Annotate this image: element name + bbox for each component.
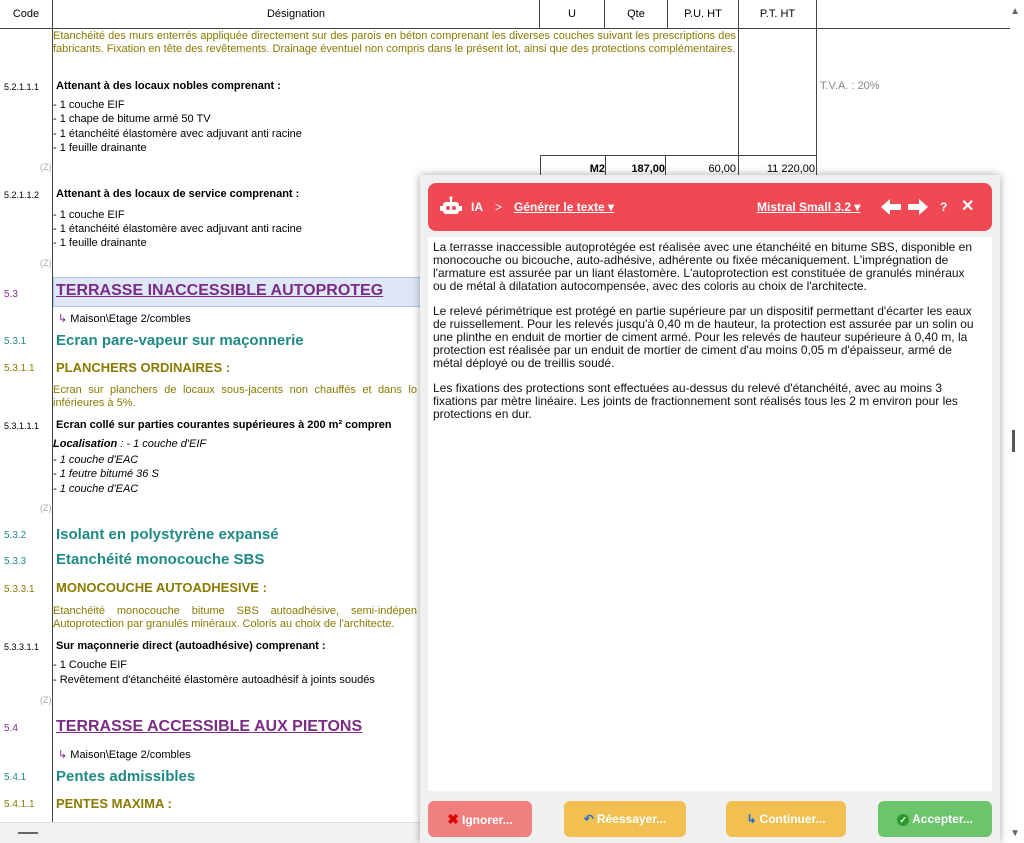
row-title[interactable]: Attenant à des locaux de service comprenant : — [56, 188, 300, 200]
row-title[interactable]: Attenant à des locaux nobles comprenant : — [56, 80, 281, 92]
undo-icon: ↶ — [583, 812, 594, 826]
row-code: 5.2.1.1.2 — [4, 190, 40, 200]
price-pt: 11 220,00 — [766, 163, 815, 175]
col-unit[interactable]: U — [540, 0, 605, 28]
section-paragraph[interactable]: Etanchéité monocouche bitume SBS autoadhésive, semi-indépen Autoprotection par granulés minéraux. Coloris au choix de l'architecte. — [53, 605, 417, 630]
list-item: - 1 couche d'EAC — [53, 483, 139, 495]
section-title[interactable]: MONOCOUCHE AUTOADHESIVE : — [56, 580, 267, 595]
arrow-left-icon[interactable] — [881, 199, 901, 215]
tva-label: T.V.A. : 20% — [820, 80, 880, 92]
row-code: 5.3.1 — [4, 336, 27, 347]
ia-label: IA — [471, 200, 483, 214]
list-item: - 1 feutre bitumé 36 S — [53, 468, 159, 480]
section-title[interactable]: PLANCHERS ORDINAIRES : — [56, 360, 231, 375]
close-icon[interactable]: ✕ — [961, 198, 975, 215]
pu-divider — [738, 28, 739, 73]
price-qty[interactable]: 187,00 — [605, 156, 666, 176]
col-code[interactable]: Code — [0, 0, 53, 28]
list-item: - 1 couche EIF — [53, 209, 125, 221]
pt-divider — [816, 28, 817, 175]
section-title[interactable]: TERRASSE INACCESSIBLE AUTOPROTEG — [56, 282, 384, 299]
row-title[interactable]: Sur maçonnerie direct (autoadhésive) comprenant : — [56, 640, 326, 652]
ignore-button[interactable]: ✖ Ignorer... — [428, 801, 532, 837]
ai-panel — [420, 175, 1000, 843]
row-title[interactable]: Ecran collé sur parties courantes supérieures à 200 m² compren — [56, 419, 392, 431]
z-marker: (Z) — [40, 503, 52, 513]
row-code: 5.3.1.1.1 — [4, 421, 40, 431]
z-marker: (Z) — [40, 162, 52, 172]
section-title[interactable]: Isolant en polystyrène expansé — [56, 526, 279, 543]
col-pu[interactable]: P.U. HT — [668, 0, 739, 28]
row-code: 5.3.3.1.1 — [4, 642, 40, 652]
accept-button[interactable]: ✓ Accepter... — [878, 801, 992, 837]
ai-response-text[interactable] — [428, 237, 992, 791]
section-title[interactable]: PENTES MAXIMA : — [56, 796, 172, 811]
robot-icon — [440, 196, 462, 218]
section-title[interactable]: Etanchéité monocouche SBS — [56, 551, 265, 568]
col-pt[interactable]: P.T. HT — [739, 0, 817, 28]
row-code: 5.3 — [4, 289, 18, 300]
price-unit: M2 — [540, 156, 606, 176]
section-title[interactable]: TERRASSE ACCESSIBLE AUX PIETONS — [56, 718, 363, 735]
breadcrumb-separator: > — [495, 200, 503, 214]
scroll-up-arrow-icon[interactable]: ▲ — [1010, 6, 1020, 17]
location-arrow-icon: ↳ — [58, 313, 68, 325]
breadcrumb: ↳ Maison\Etage 2/combles — [58, 313, 191, 325]
price-pu[interactable]: 60,00 — [708, 163, 736, 175]
section-title[interactable]: Pentes admissibles — [56, 768, 196, 785]
z-marker: (Z) — [40, 695, 52, 705]
price-row — [540, 155, 817, 176]
response-paragraph: Les fixations des protections sont effectuées au-dessus du relevé d'étanchéité, avec au moins 3 fixations par mètre linéaire. Les joints de fractionnement sont réalisés tous les 2 m environ pour les protections en dur. — [433, 381, 958, 421]
row-code: 5.4.1 — [4, 772, 27, 783]
list-item: - Revêtement d'étanchéité élastomère autoadhésif à joints soudés — [53, 674, 375, 686]
list-item: - 1 feuille drainante — [53, 237, 147, 249]
intro-paragraph[interactable]: Etanchéité des murs enterrés appliquée directement sur des parois en béton comprenant les diverses couches suivant les prescriptions des fabricants. Fixation en tête des revêtements. Drainage éventuel non compris dans le présent lot, ainsi que des protections complémentaires. — [53, 30, 736, 55]
bottom-bar — [0, 822, 420, 843]
breadcrumb: ↳ Maison\Etage 2/combles — [58, 749, 191, 761]
col-designation[interactable]: Désignation — [53, 0, 540, 28]
list-item: - 1 Couche EIF — [53, 659, 127, 671]
row-code: 5.3.1.1 — [4, 363, 35, 374]
row-code: 5.2.1.1.1 — [4, 82, 40, 92]
localisation: Localisation : - 1 couche d'EIF — [53, 438, 207, 450]
list-item: - 1 feuille drainante — [53, 142, 147, 154]
list-item: - 1 chape de bitume armé 50 TV — [53, 113, 211, 125]
scrollbar-thumb[interactable] — [1012, 430, 1015, 452]
list-item: - 1 couche EIF — [53, 99, 125, 111]
response-paragraph: Le relevé périmétrique est protégé en partie supérieure par un dispositif permettant d'écarter les eaux de ruissellement. Pour les relevés jusqu'à 0,40 m de hauteur, la protection est assurée par un solin ou une plinthe en enduit de mortier de ciment armé. Pour les relevés de hauteur supérieure à 0,40 m, la protection est réalisée par un enduit de mortier de ciment d'au moins 0,05 m d'épaisseur, armé de métal déployé ou de treillis soudé. — [433, 304, 974, 370]
arrow-right-icon[interactable] — [908, 199, 928, 215]
row-code: 5.3.2 — [4, 530, 27, 541]
action-dropdown[interactable]: Générer le texte ▾ — [514, 200, 615, 214]
section-title[interactable]: Ecran pare-vapeur sur maçonnerie — [56, 332, 304, 349]
model-dropdown[interactable]: Mistral Small 3.2 ▾ — [757, 200, 861, 214]
row-code: 5.4.1.1 — [4, 799, 35, 810]
scroll-down-arrow-icon[interactable]: ▼ — [1010, 828, 1020, 839]
col-qty[interactable]: Qte — [605, 0, 668, 28]
x-icon: ✖ — [447, 811, 460, 827]
list-item: - 1 étanchéité élastomère avec adjuvant anti racine — [53, 128, 302, 140]
minimize-icon[interactable] — [18, 832, 38, 834]
location-arrow-icon: ↳ — [58, 749, 68, 761]
ai-toolbar — [428, 183, 992, 231]
retry-button[interactable]: ↶ Réessayer... — [564, 801, 686, 837]
response-paragraph: La terrasse inaccessible autoprotégée est réalisée avec une étanchéité en bitume SBS, disponible en monocouche ou bicouche, auto-adhésive, adhérente ou fixée mécaniquement. L'imprégnation de l'armature est assurée par un liant élastomère. L'autoprotection est constituée de granulés minéraux ou de métal à dilatation autocompensée, avec des coloris au choix de l'architecte. — [433, 240, 973, 293]
z-marker: (Z) — [40, 258, 52, 268]
list-item: - 1 étanchéité élastomère avec adjuvant anti racine — [53, 223, 302, 235]
section-paragraph[interactable]: Ecran sur planchers de locaux sous-jacents non chauffés et dans lo inférieures à 5%. — [53, 384, 417, 409]
help-icon[interactable]: ? — [940, 200, 948, 214]
continue-button[interactable]: ↳ Continuer... — [726, 801, 846, 837]
list-item: - 1 couche d'EAC — [53, 454, 139, 466]
table-header — [0, 0, 1010, 29]
row-code: 5.3.3.1 — [4, 584, 35, 595]
continue-arrow-icon: ↳ — [746, 812, 757, 826]
check-icon: ✓ — [897, 814, 909, 826]
row-code: 5.4 — [4, 723, 18, 734]
row-code: 5.3.3 — [4, 556, 27, 567]
